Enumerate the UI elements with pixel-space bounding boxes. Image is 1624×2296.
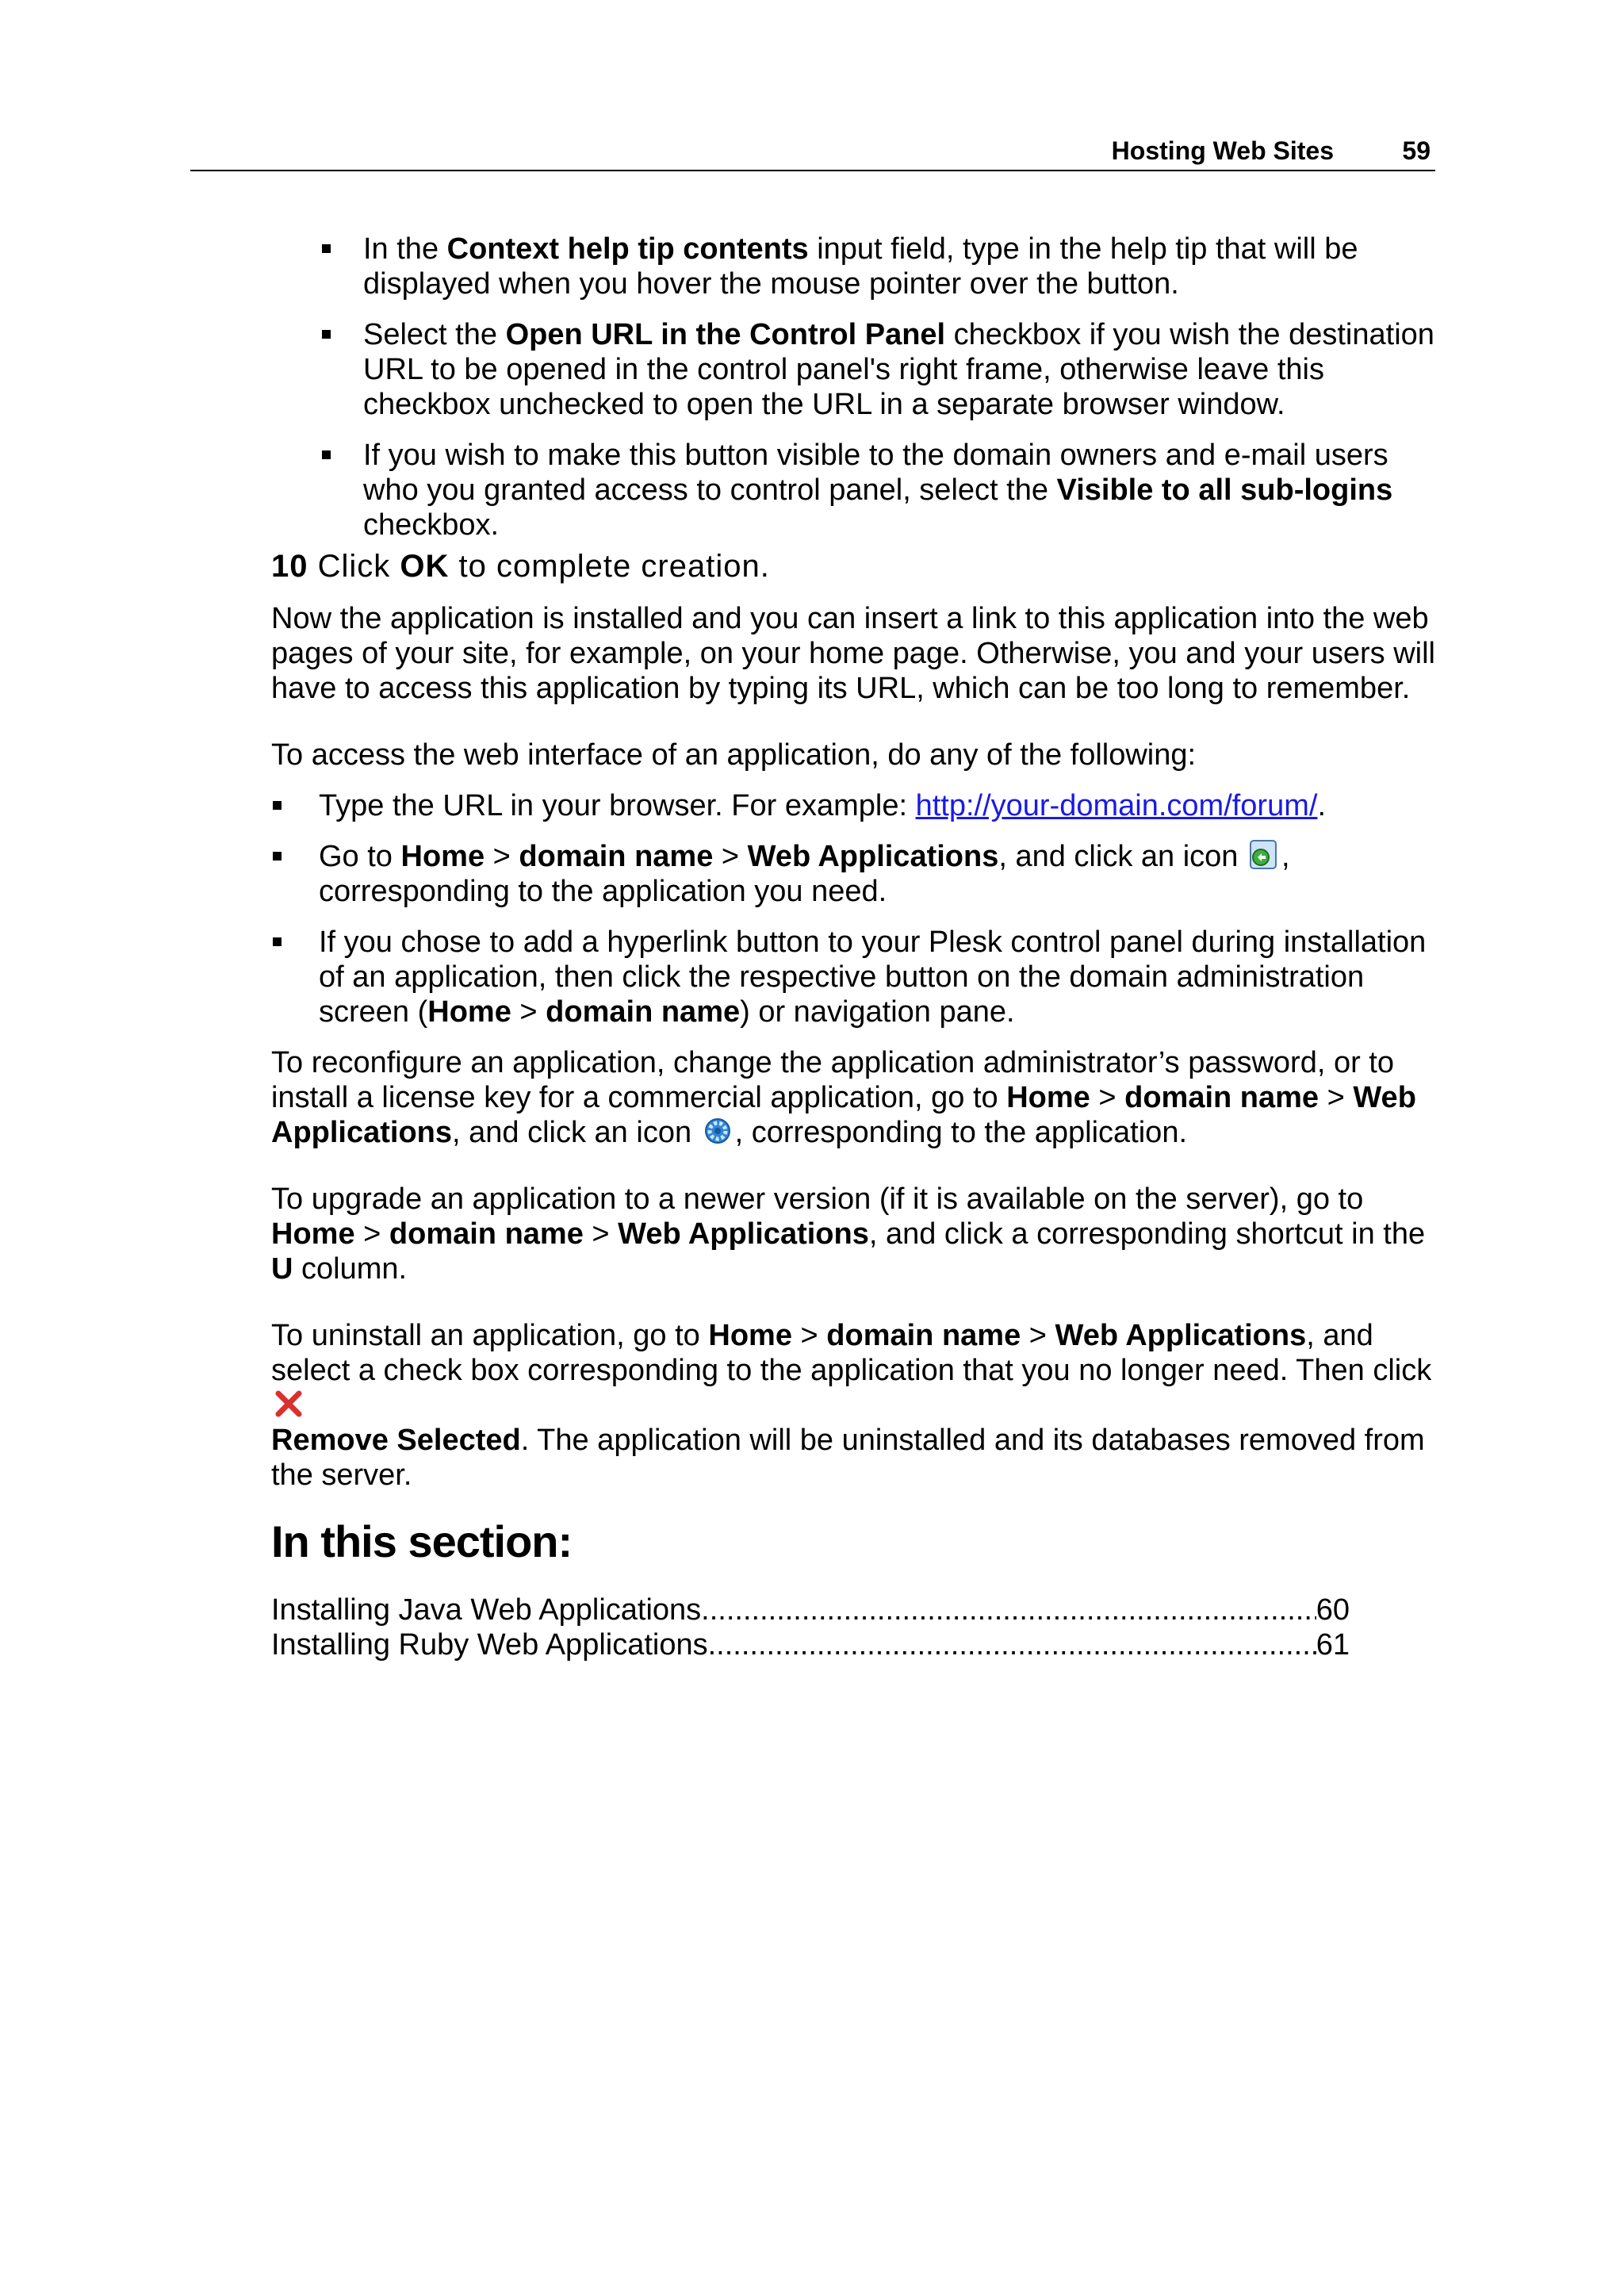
example-url-link[interactable]: http://your-domain.com/forum/ xyxy=(915,789,1318,822)
paragraph-reconfigure: To reconfigure an application, change the application administrator’s password, or to install a license key for a commercial application, go to Home > domain name > Web Applications, and click an icon , corresponding to the application. xyxy=(271,1046,1416,1149)
bullet-square-icon xyxy=(273,801,282,810)
ui-term: domain name xyxy=(1124,1081,1320,1114)
page-number: 59 xyxy=(1402,136,1431,165)
ui-term: Remove Selected xyxy=(271,1424,521,1457)
toc-entry[interactable]: Installing Ruby Web Applications ..... 61 xyxy=(271,1627,1350,1662)
ui-term: Web Applications xyxy=(1055,1319,1307,1352)
ui-term: Web Applications xyxy=(271,1081,1416,1149)
remove-x-icon xyxy=(273,1388,304,1420)
open-app-icon xyxy=(1248,839,1280,871)
page-content xyxy=(271,232,1445,1662)
ui-term: Home xyxy=(427,995,511,1029)
bullet-square-icon xyxy=(322,244,331,253)
ui-term: Web Applications xyxy=(747,840,999,873)
settings-gear-icon xyxy=(702,1115,733,1147)
list-item: In the Context help tip contents input field, type in the help tip that will be displayed when you hover the mouse pointer over the button. xyxy=(271,232,1445,301)
running-header xyxy=(190,133,1435,171)
ui-term: Home xyxy=(708,1319,792,1352)
ui-term: OK xyxy=(400,549,450,584)
ui-term: Home xyxy=(1006,1081,1090,1114)
ui-term: Home xyxy=(400,840,485,873)
access-list xyxy=(271,788,1445,1029)
ui-term: domain name xyxy=(389,1217,584,1251)
bullet-square-icon xyxy=(273,852,282,861)
ui-term: Web Applications xyxy=(618,1217,869,1251)
ui-term: domain name xyxy=(519,840,714,873)
list-item: Go to Home > domain name > Web Applications, and click an icon , corresponding to the application you need. xyxy=(271,839,1445,909)
header-title: Hosting Web Sites xyxy=(1111,136,1334,165)
paragraph-upgrade: To upgrade an application to a newer version (if it is available on the server), go to Home > domain name > Web Applications, and click a corresponding shortcut in the U column. xyxy=(271,1182,1426,1286)
list-item: If you chose to add a hyperlink button to your Plesk control panel during installation of an application, then click the respective button on the domain administration screen (Home > domain name) or navigation pane. xyxy=(271,925,1445,1029)
ui-term: U xyxy=(271,1252,293,1286)
ui-term: Open URL in the Control Panel xyxy=(505,318,946,351)
section-heading: In this section: xyxy=(271,1516,573,1566)
bullet-square-icon xyxy=(322,450,331,459)
ui-term: domain name xyxy=(826,1319,1021,1352)
paragraph-uninstall: To uninstall an application, go to Home > domain name > Web Applications, and select a check box corresponding to the application that you no longer need. Then click Remove Selected. The application will be uninstalled and its databases removed from the server. xyxy=(271,1319,1432,1492)
list-item: Type the URL in your browser. For example: http://your-domain.com/forum/. xyxy=(271,788,1445,823)
paragraph-access-intro: To access the web interface of an application, do any of the following: xyxy=(271,738,1197,772)
ui-term: Home xyxy=(271,1217,355,1251)
bullet-square-icon xyxy=(322,330,331,339)
ui-term: Context help tip contents xyxy=(446,232,809,266)
step-10: 10 Click OK to complete creation. xyxy=(271,549,770,584)
table-of-contents xyxy=(271,1593,1445,1662)
list-item: Select the Open URL in the Control Panel checkbox if you wish the destination URL to be opened in the control panel's right frame, otherwise leave this checkbox unchecked to open the URL in a separate browser window. xyxy=(271,317,1445,422)
toc-entry[interactable]: Installing Java Web Applications ..... 60 xyxy=(271,1593,1350,1627)
paragraph-installed: Now the application is installed and you can insert a link to this application into the web pages of your site, for example, on your home page. Otherwise, you and your users will have to access this application by typing its URL, which can be too long to remember. xyxy=(271,602,1435,705)
ui-term: Visible to all sub-logins xyxy=(1056,473,1393,507)
bullet-square-icon xyxy=(273,937,282,946)
sub-bullet-list xyxy=(271,232,1445,542)
step-number: 10 xyxy=(271,549,308,584)
ui-term: domain name xyxy=(546,995,741,1029)
list-item: If you wish to make this button visible to the domain owners and e-mail users who you granted access to control panel, select the Visible to all sub-logins checkbox. xyxy=(271,438,1445,542)
